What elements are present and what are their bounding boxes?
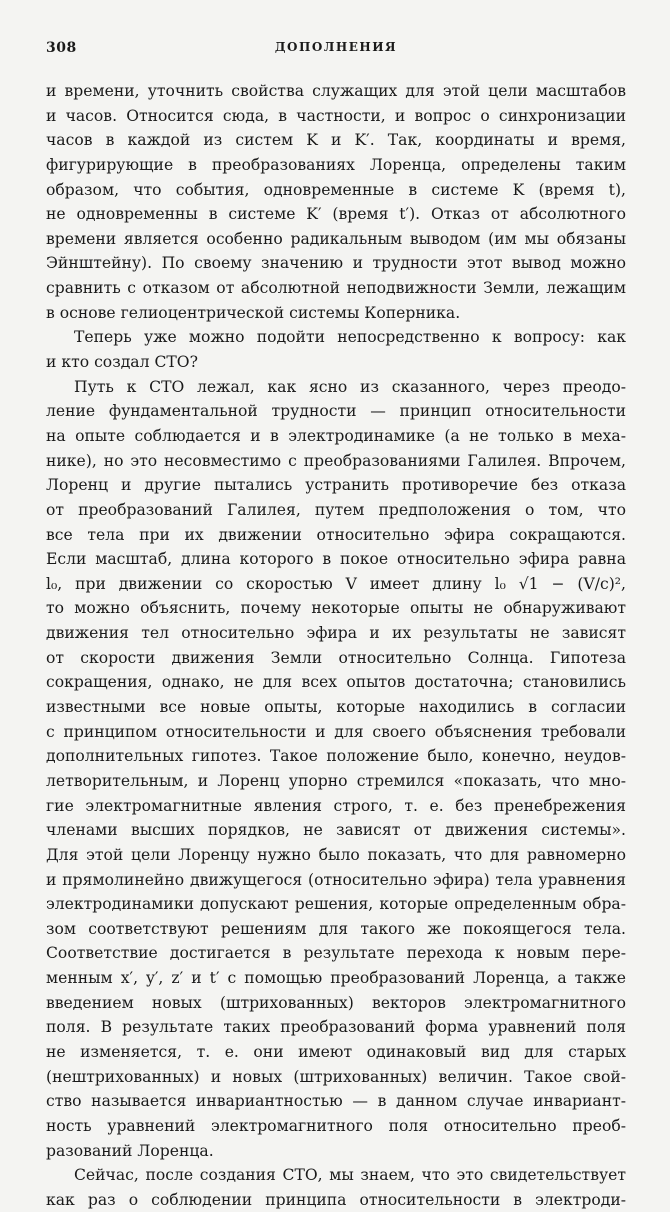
text-line: и часов. Относится сюда, в частности, и вопрос о синхронизации bbox=[46, 106, 626, 125]
text-line: известными все новые опыты, которые находились в согласии bbox=[46, 698, 626, 717]
text-line: введением новых (штрихованных) векторов электромагнитного bbox=[46, 993, 626, 1012]
text-line: как раз о соблюдении принципа относительности в электроди- bbox=[46, 1190, 626, 1209]
text-line: с принципом относительности и для своего объяснения требовали bbox=[46, 722, 626, 741]
text-line: дополнительных гипотез. Такое положение было, конечно, неудов- bbox=[46, 747, 626, 766]
text-line: ство называется инвариантностью — в данном случае инвариант- bbox=[46, 1092, 626, 1111]
text-line: зом соответствуют решениям для такого же покоящегося тела. bbox=[46, 919, 626, 938]
running-title: ДОПОЛНЕНИЯ bbox=[274, 40, 398, 54]
text-line: Если масштаб, длина которого в покое относительно эфира равна bbox=[46, 550, 626, 569]
text-line: гие электромагнитные явления строго, т. е. без пренебрежения bbox=[46, 796, 626, 815]
text-line: движения тел относительно эфира и их результаты не зависят bbox=[46, 624, 626, 643]
text-line: сокращения, однако, не для всех опытов достаточна; становились bbox=[46, 673, 626, 692]
body-text bbox=[46, 79, 626, 1212]
text-line: и времени, уточнить свойства служащих для этой цели масштабов bbox=[46, 82, 626, 100]
text-line: Эйнштейну). По своему значению и трудности этот вывод можно bbox=[46, 254, 626, 273]
text-line: времени является особенно радикальным выводом (им мы обязаны bbox=[46, 229, 626, 248]
text-line: Лоренц и другие пытались устранить противоречие без отказа bbox=[46, 476, 626, 495]
text-line: в основе гелиоцентрической системы Коперника. bbox=[46, 303, 461, 322]
text-line: членами высших порядков, не зависят от движения системы». bbox=[46, 821, 626, 840]
text-line: часов в каждой из систем K и K′. Так, координаты и время, bbox=[46, 131, 626, 150]
text-line: менным x′, y′, z′ и t′ с помощью преобразований Лоренца, а также bbox=[46, 969, 626, 988]
text-line: фигурирующие в преобразованиях Лоренца, определены таким bbox=[46, 155, 626, 174]
text-line: (нештрихованных) и новых (штрихованных) величин. Такое свой- bbox=[46, 1067, 626, 1086]
text-line: Соответствие достигается в результате перехода к новым пере- bbox=[46, 944, 626, 963]
text-line: от преобразований Галилея, путем предположения о том, что bbox=[46, 500, 626, 519]
page-number: 308 bbox=[46, 40, 77, 56]
text-line: нике), но это несовместимо с преобразованиями Галилея. Впрочем, bbox=[46, 451, 626, 470]
text-line: от скорости движения Земли относительно Солнца. Гипотеза bbox=[46, 648, 626, 667]
text-line: на опыте соблюдается и в электродинамике (а не только в меха- bbox=[46, 426, 626, 445]
text-line: ность уравнений электромагнитного поля относительно преоб- bbox=[46, 1116, 626, 1135]
page-header bbox=[46, 40, 626, 60]
text-line: и кто создал СТО? bbox=[46, 353, 198, 372]
text-line: поля. В результате таких преобразований форма уравнений поля bbox=[46, 1018, 626, 1037]
text-line: не одновременны в системе K′ (время t′). Отказ от абсолютного bbox=[46, 205, 626, 224]
paragraph-start: Сейчас, после создания СТО, мы знаем, что это свидетельствует bbox=[74, 1166, 626, 1185]
formula-line: l₀, при движении со скоростью V имеет длину l₀ √1 − (V/c)², bbox=[46, 574, 626, 593]
text-line: ление фундаментальной трудности — принцип относительности bbox=[46, 402, 626, 421]
text-line: все тела при их движении относительно эфира сокращаются. bbox=[46, 525, 626, 544]
paragraph-start: Теперь уже можно подойти непосредственно к вопросу: как bbox=[74, 328, 626, 347]
text-line: то можно объяснить, почему некоторые опыты не обнаруживают bbox=[46, 599, 626, 618]
paragraph-start: Путь к СТО лежал, как ясно из сказанного, через преодо- bbox=[74, 377, 626, 396]
text-line: Для этой цели Лоренцу нужно было показать, что для равномерно bbox=[46, 845, 626, 864]
text-line: не изменяется, т. е. они имеют одинаковый вид для старых bbox=[46, 1042, 626, 1061]
text-line: разований Лоренца. bbox=[46, 1141, 214, 1160]
text-line: летворительным, и Лоренц упорно стремился «показать, что мно- bbox=[46, 771, 626, 790]
text-line: образом, что события, одновременные в системе K (время t), bbox=[46, 180, 626, 199]
text-line: и прямолинейно движущегося (относительно эфира) тела уравнения bbox=[46, 870, 626, 889]
text-line: сравнить с отказом от абсолютной неподвижности Земли, лежащим bbox=[46, 279, 626, 298]
text-line: электродинамики допускают решения, которые определенным обра- bbox=[46, 895, 626, 914]
